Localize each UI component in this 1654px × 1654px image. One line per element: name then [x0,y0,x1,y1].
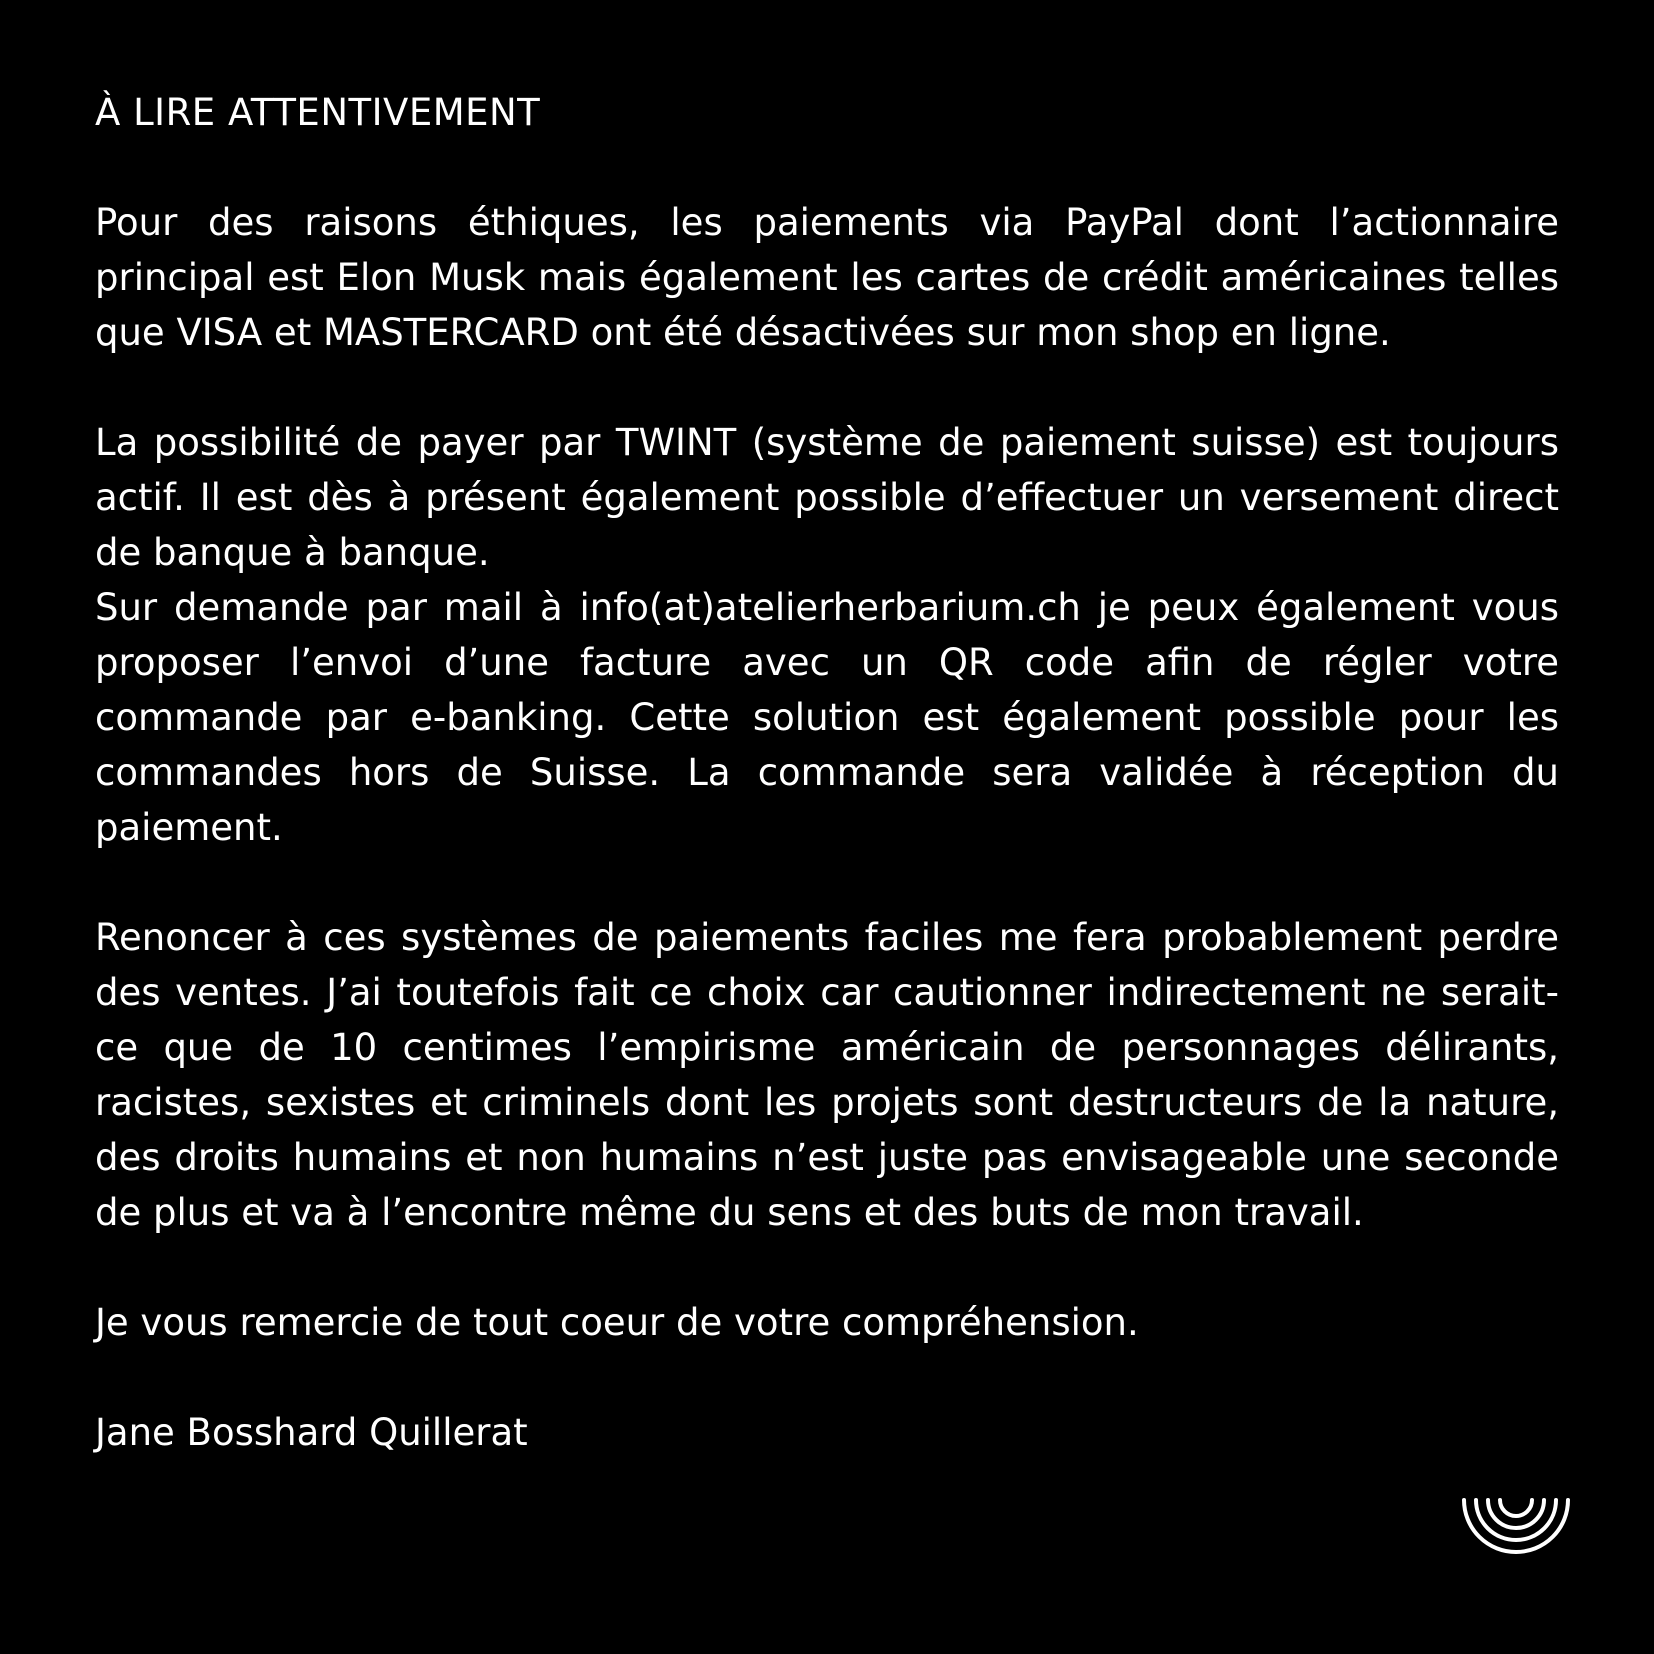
concentric-arcs-logo-icon [1460,1496,1572,1556]
notice-document [95,85,1559,1460]
notice-heading: À LIRE ATTENTIVEMENT [95,91,541,134]
signature-name: Jane Bosshard Quillerat [95,1411,528,1454]
paragraph-reasons: Renoncer à ces systèmes de paiements faciles me fera probablement perdre des ventes. J’ai toutefois fait ce choix car cautionner indirectement ne serait-ce que de 10 centimes l’empirisme américain de personnages délirants, racistes, sexistes et criminels dont les projets sont destructeurs de la nature, des droits humains et non humains n’est juste pas envisageable une seconde de plus et va à l’encontre même du sens et des buts de mon travail. [95,916,1559,1234]
paragraph-spacer [95,855,1559,910]
paragraph-spacer [95,360,1559,415]
paragraph-spacer [95,1350,1559,1405]
paragraph-spacer [95,1240,1559,1295]
paragraph-twint: La possibilité de payer par TWINT (système de paiement suisse) est toujours actif. Il est dès à présent également possible d’effectuer un versement direct de banque à banque. [95,421,1559,574]
paragraph-payment-disabled: Pour des raisons éthiques, les paiements via PayPal dont l’actionnaire principal est Elon Musk mais également les cartes de crédit américaines telles que VISA et MASTERCARD ont été désactivées sur mon shop en ligne. [95,201,1559,354]
paragraph-invoice: Sur demande par mail à info(at)atelierherbarium.ch je peux également vous proposer l’envoi d’une facture avec un QR code afin de régler votre commande par e-banking. Cette solution est également possible pour les commandes hors de Suisse. La commande sera validée à réception du paiement. [95,586,1559,849]
closing-line: Je vous remercie de tout coeur de votre compréhension. [95,1301,1139,1344]
